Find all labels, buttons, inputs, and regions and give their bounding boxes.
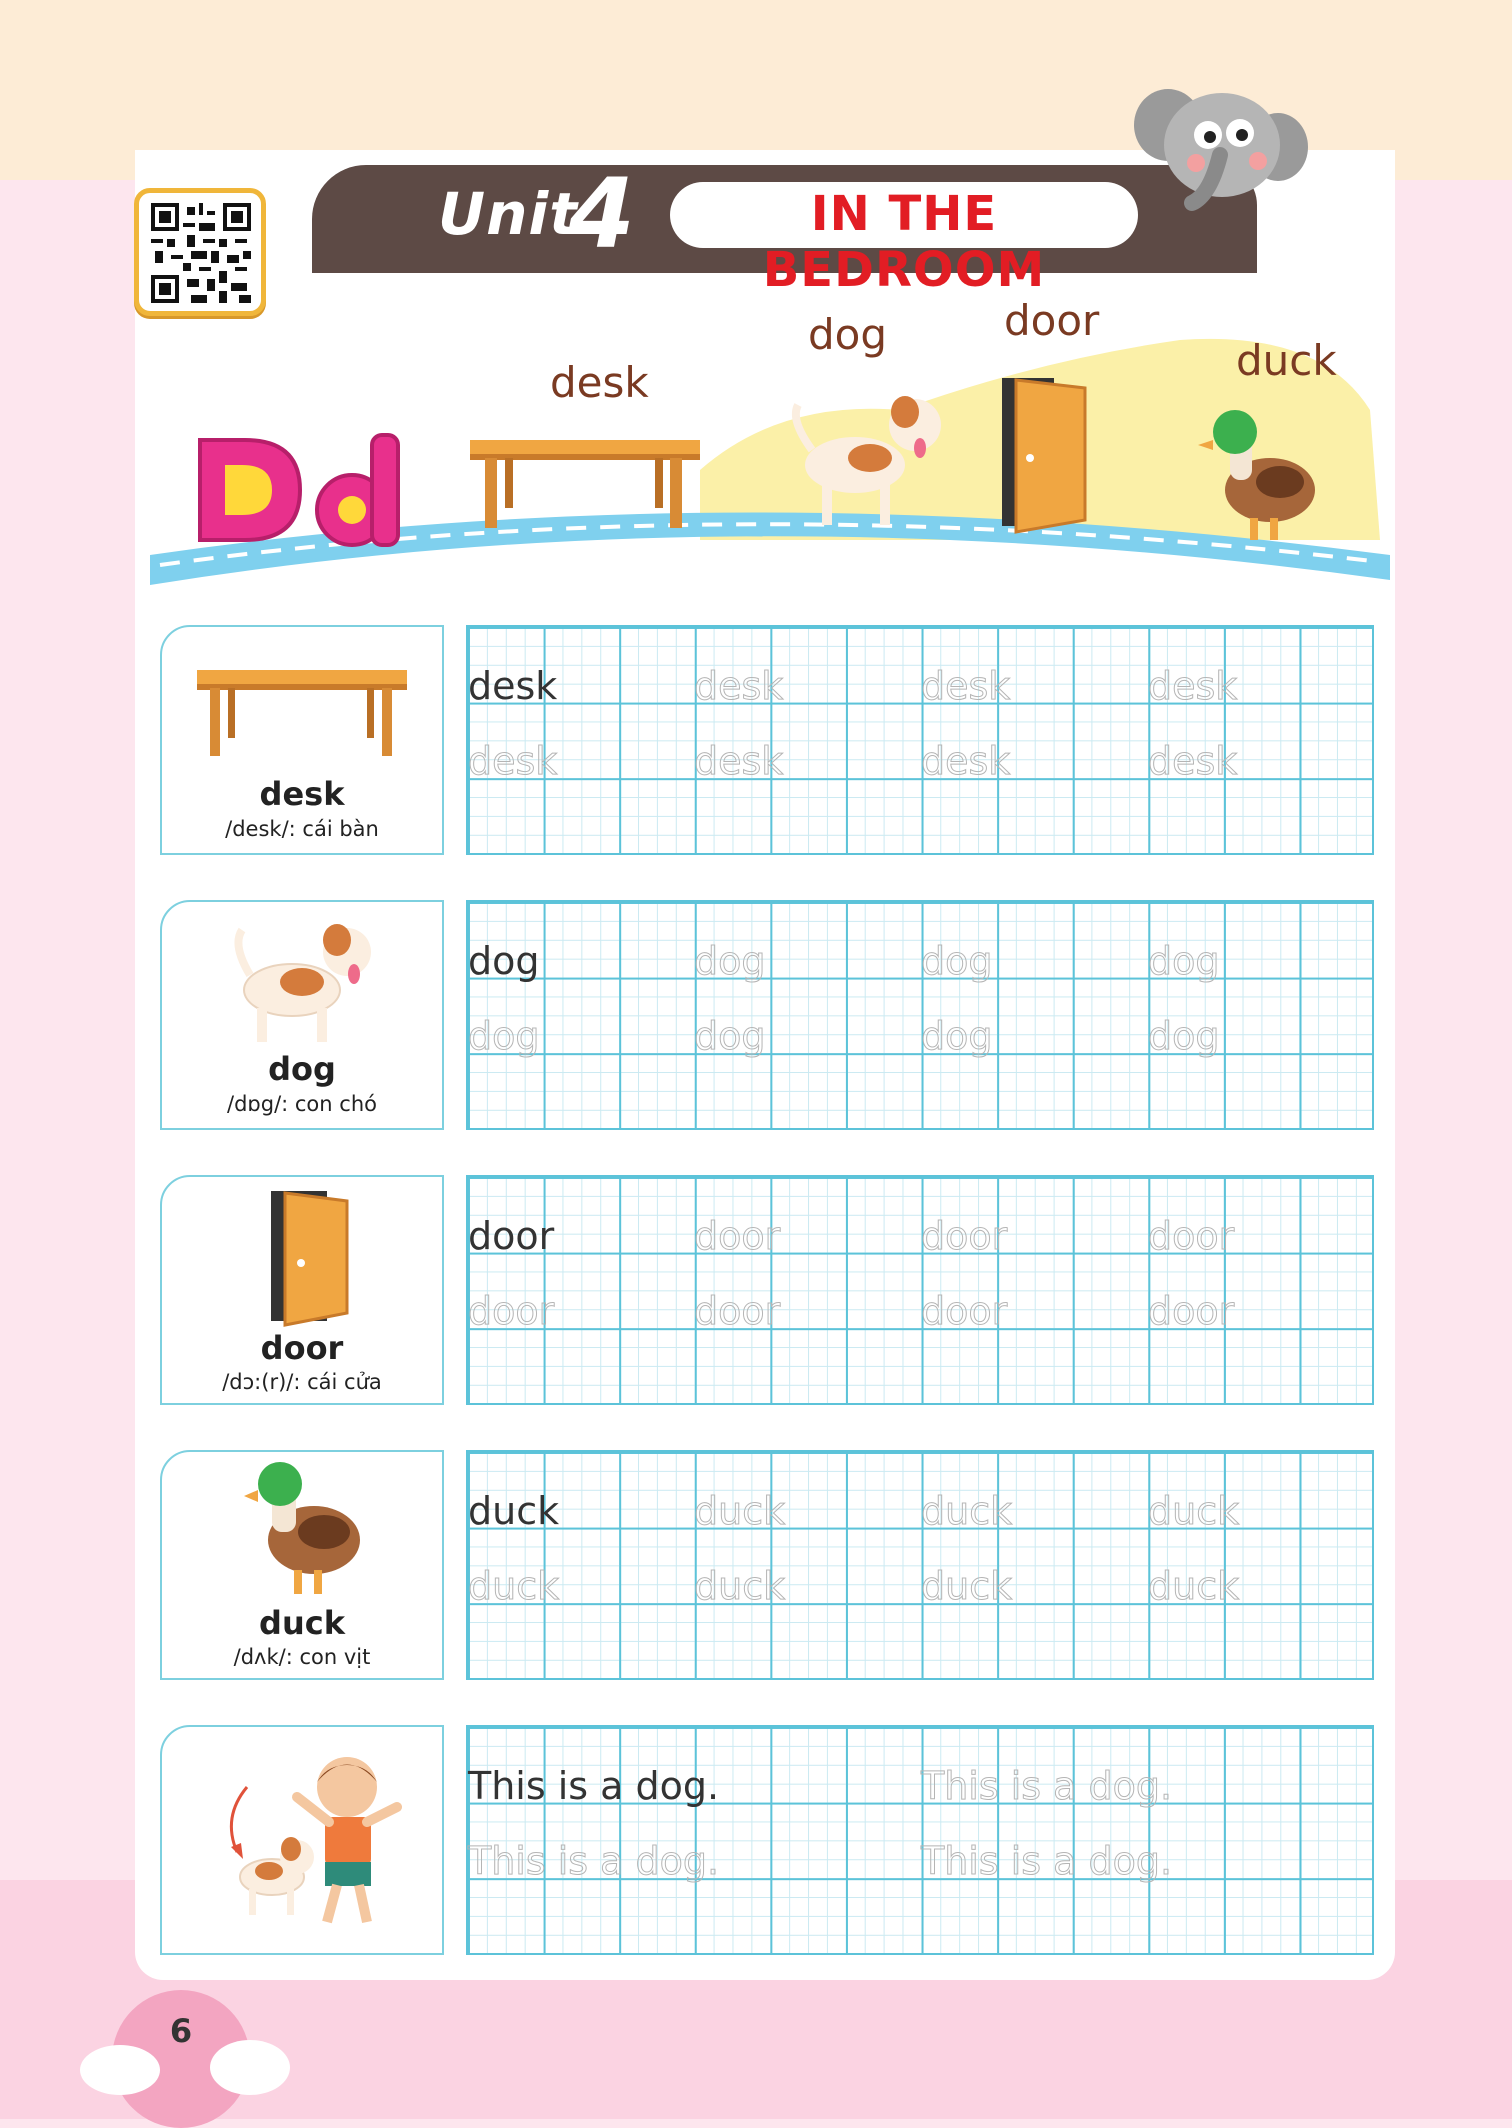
- trace-word: dog: [921, 1014, 993, 1058]
- trace-word: desk: [921, 664, 1011, 708]
- door-icon: [1002, 378, 1085, 532]
- trace-word: desk: [1148, 664, 1238, 708]
- trace-sentence: This is a dog.: [921, 1839, 1173, 1883]
- trace-sentence: This is a dog.: [921, 1764, 1173, 1808]
- trace-word: dog: [921, 939, 993, 983]
- tracing-grid-duck: [466, 1450, 1374, 1680]
- trace-word: duck: [921, 1489, 1013, 1533]
- trace-word: desk: [694, 739, 784, 783]
- model-word: door: [468, 1214, 555, 1258]
- desk-icon: [192, 662, 412, 762]
- word-card-door: [160, 1175, 444, 1405]
- card-word: desk: [259, 775, 345, 813]
- card-ipa: /dɔ:(r)/: cái cửa: [222, 1370, 382, 1394]
- trace-word: door: [1148, 1289, 1235, 1333]
- trace-word: dog: [468, 1014, 540, 1058]
- card-word: dog: [268, 1050, 336, 1088]
- boy-and-dog-icon: [217, 1747, 417, 1937]
- trace-word: door: [1148, 1214, 1235, 1258]
- trace-word: desk: [694, 664, 784, 708]
- word-card-dog: [160, 900, 444, 1130]
- model-word: desk: [468, 664, 558, 708]
- duck-icon: [244, 1460, 374, 1600]
- trace-word: duck: [694, 1564, 786, 1608]
- elephant-icon: [1130, 85, 1310, 215]
- tracing-grid-sentence: [466, 1725, 1374, 1955]
- trace-word: door: [694, 1214, 781, 1258]
- title-pill: [670, 182, 1138, 298]
- trace-word: duck: [1148, 1489, 1240, 1533]
- model-word: dog: [468, 939, 540, 983]
- trace-word: desk: [1148, 739, 1238, 783]
- word-card-desk: [160, 625, 444, 855]
- cloud-left: [80, 2045, 160, 2095]
- picture-card-boy-dog: [160, 1725, 444, 1955]
- page-number: 6: [169, 2012, 193, 2050]
- trace-word: door: [468, 1289, 555, 1333]
- scene-word-desk: desk: [550, 358, 649, 407]
- dog-icon: [232, 920, 382, 1045]
- trace-word: door: [921, 1289, 1008, 1333]
- trace-sentence: This is a dog.: [468, 1839, 720, 1883]
- card-ipa: /dʌk/: con vịt: [233, 1645, 371, 1669]
- card-ipa: /dɒg/: con chó: [227, 1092, 377, 1116]
- card-ipa: /desk/: cái bàn: [225, 817, 379, 841]
- unit-label: Unit: [438, 180, 578, 248]
- scene-word-door: door: [1004, 296, 1100, 345]
- unit-number: 4: [568, 158, 635, 270]
- tracing-grid-door: [466, 1175, 1374, 1405]
- tracing-grid-dog: [466, 900, 1374, 1130]
- scene-illustration: [140, 300, 1400, 600]
- trace-word: duck: [1148, 1564, 1240, 1608]
- qr-code-icon[interactable]: [134, 188, 266, 316]
- model-word: duck: [468, 1489, 560, 1533]
- trace-word: dog: [694, 939, 766, 983]
- card-word: duck: [259, 1604, 345, 1642]
- word-card-duck: [160, 1450, 444, 1680]
- letter-dd-icon: [200, 435, 398, 545]
- scene-word-duck: duck: [1236, 336, 1337, 385]
- trace-word: duck: [694, 1489, 786, 1533]
- trace-word: desk: [468, 739, 558, 783]
- trace-word: duck: [921, 1564, 1013, 1608]
- trace-word: dog: [1148, 939, 1220, 983]
- model-sentence: This is a dog.: [468, 1764, 720, 1808]
- trace-word: door: [921, 1214, 1008, 1258]
- door-icon: [267, 1187, 357, 1327]
- card-word: door: [260, 1329, 344, 1367]
- scene-word-dog: dog: [808, 310, 888, 359]
- trace-word: duck: [468, 1564, 560, 1608]
- trace-word: door: [694, 1289, 781, 1333]
- unit-title: IN THE BEDROOM: [762, 186, 1046, 298]
- tracing-grid-desk: [466, 625, 1374, 855]
- trace-word: dog: [1148, 1014, 1220, 1058]
- trace-word: dog: [694, 1014, 766, 1058]
- trace-word: desk: [921, 739, 1011, 783]
